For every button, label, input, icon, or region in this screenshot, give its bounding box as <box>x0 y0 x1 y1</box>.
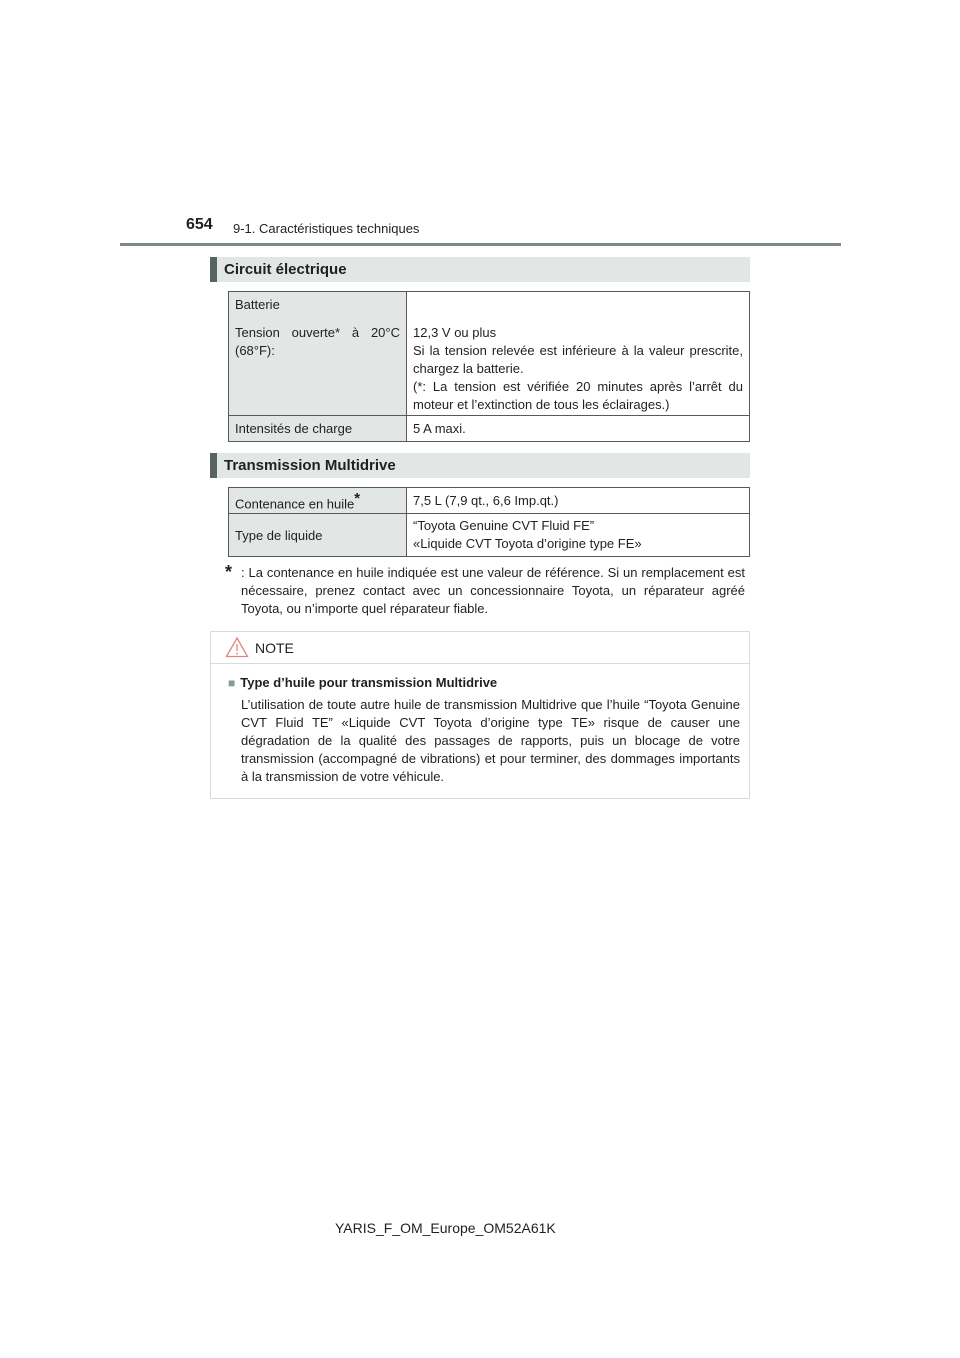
table-row <box>229 488 750 514</box>
page-number: 654 <box>186 216 213 233</box>
electrical-section-header: Circuit électrique <box>210 257 750 282</box>
battery-label: Batterie <box>235 297 280 312</box>
footer-code: YARIS_F_OM_Europe_OM52A61K <box>335 1220 556 1236</box>
capacity-label: Contenance en huile <box>235 496 355 512</box>
table-row <box>229 416 750 442</box>
note-box <box>210 631 750 799</box>
note-item-title <box>228 675 497 690</box>
note-item-text: L’utilisation de toute autre huile de transmission Multidrive que l’huile “Toyota Genuine CVT Fluid TE” «Liquide CVT Toyota d’origine type TE» risque de causer une dégradation de la qualité des passages de rapports, puis un blocage de votre transmission (accompagné de vibrations) et pour terminer, des dommages importants à la transmission de votre véhicule. <box>241 697 740 784</box>
note-label: NOTE <box>255 640 294 656</box>
fluid-value-fr: «Liquide CVT Toyota d’origine type FE» <box>413 536 642 551</box>
capacity-value: 7,5 L (7,9 qt., 6,6 Imp.qt.) <box>407 488 750 514</box>
footnote-asterisk: * <box>225 562 233 582</box>
battery-label-cell <box>229 292 407 416</box>
open-voltage-footnote: (*: La tension est vérifiée 20 minutes après l’arrêt du moteur et l’extinction de tous les éclairages.) <box>413 379 743 412</box>
table-row <box>229 292 750 416</box>
footnote-text: : La contenance en huile indiquée est une valeur de référence. Si un remplacement est nécessaire, prenez contact avec un concessionnaire Toyota, un réparateur agréé Toyota, ou n’importe quel réparateur fiable. <box>241 565 745 616</box>
section-title: 9-1. Caractéristiques techniques <box>233 221 420 236</box>
table-row <box>229 514 750 557</box>
warning-triangle-icon <box>225 636 249 663</box>
note-header <box>211 632 749 664</box>
note-item-title-text: Type d’huile pour transmission Multidrive <box>240 675 498 690</box>
charge-label: Intensités de charge <box>229 416 407 442</box>
transmission-section-header: Transmission Multidrive <box>210 453 750 478</box>
fluid-value-cell <box>407 514 750 557</box>
footnote <box>225 564 745 618</box>
fluid-value-en: “Toyota Genuine CVT Fluid FE” <box>413 518 595 533</box>
capacity-asterisk: * <box>354 489 361 507</box>
electrical-table <box>228 291 750 442</box>
header-rule <box>120 243 841 246</box>
square-bullet-icon: ■ <box>228 676 236 690</box>
open-voltage-label: Tension ouverte* à 20°C (68°F): <box>235 325 400 358</box>
open-voltage-value: 12,3 V ou plus <box>413 325 497 340</box>
charge-value: 5 A maxi. <box>407 416 750 442</box>
battery-value-cell <box>407 292 750 416</box>
transmission-table <box>228 487 750 557</box>
fluid-label: Type de liquide <box>229 514 407 557</box>
open-voltage-note: Si la tension relevée est inférieure à la valeur prescrite, chargez la batterie. <box>413 343 743 376</box>
capacity-label-cell <box>229 488 407 514</box>
